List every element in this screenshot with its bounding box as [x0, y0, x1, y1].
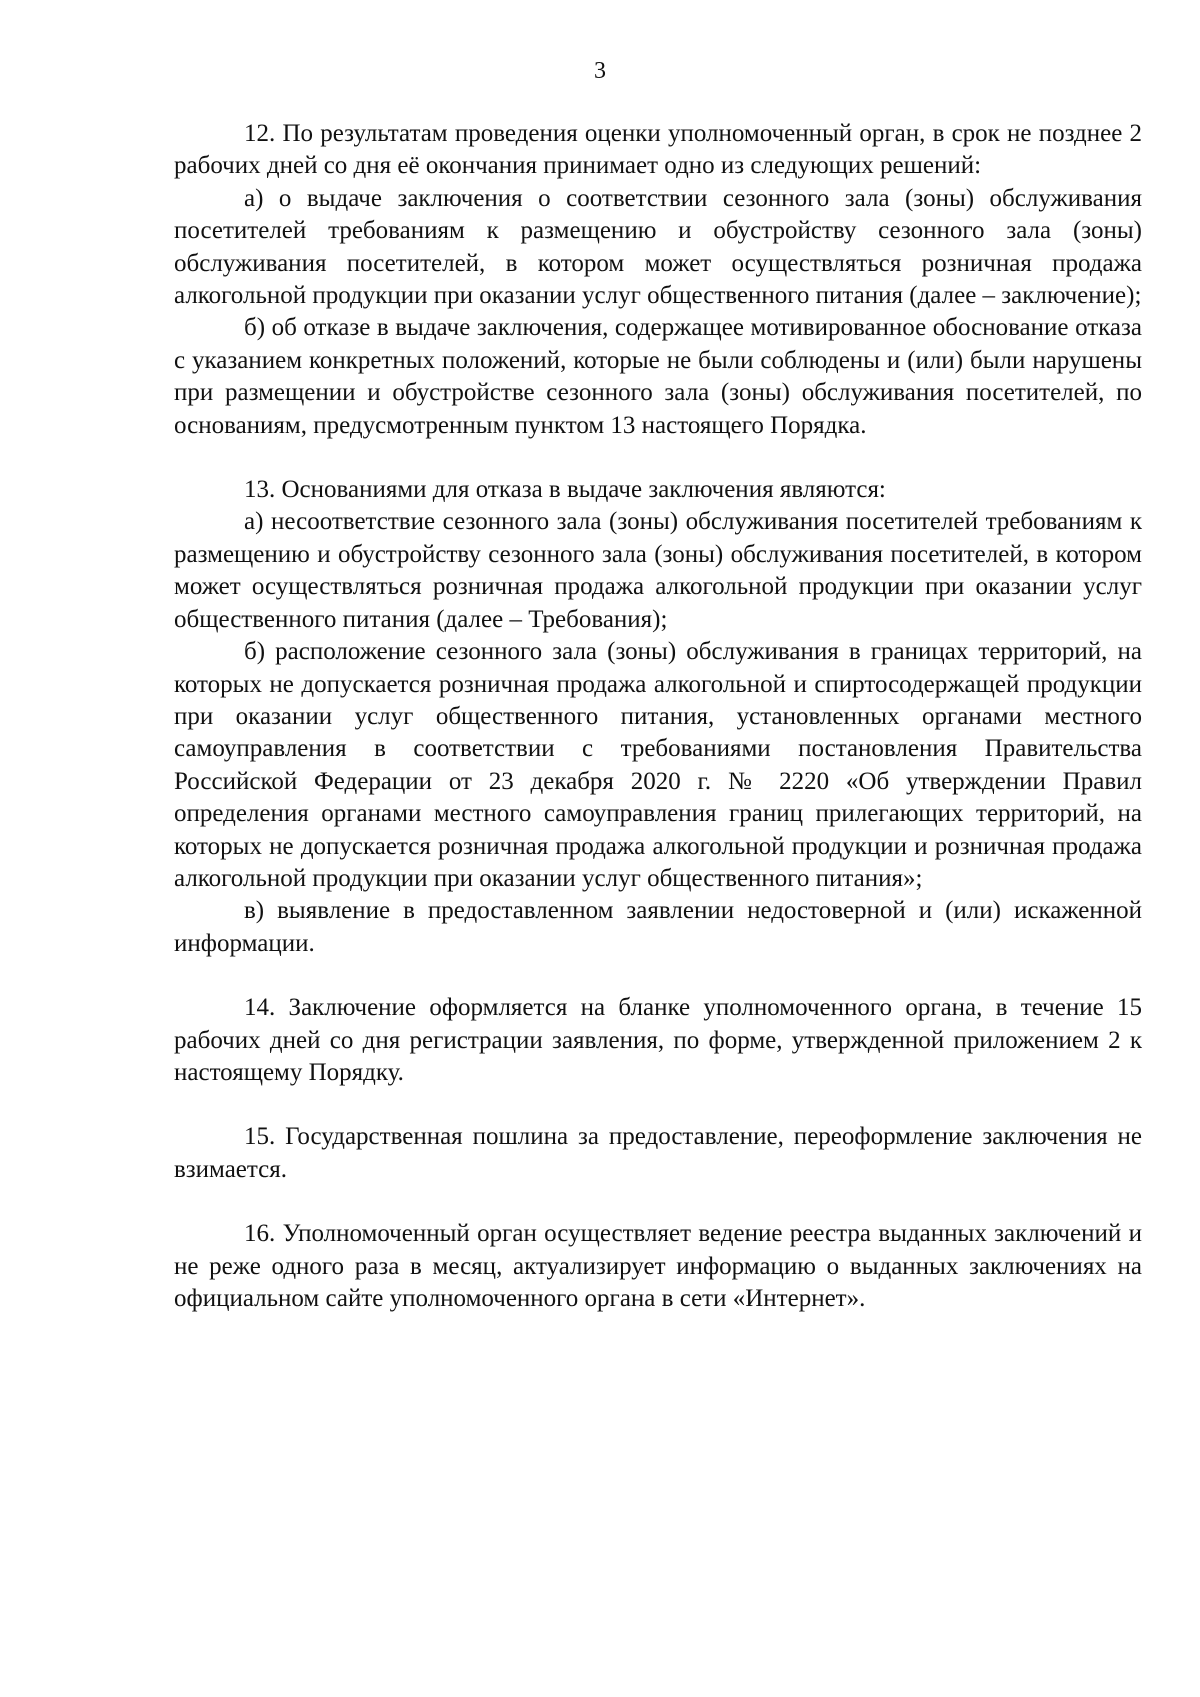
page-number: 3: [594, 58, 606, 84]
paragraph-13: 13. Основаниями для отказа в выдаче заключения являются:: [244, 476, 886, 504]
paragraph-13-a: а) несоответствие сезонного зала (зоны) обслуживания посетителей требованиям к размещению и обустройству сезонного зала (зоны) обслуживания посетителей, в котором может осуществляться розничная продажа алкогольной продукции при оказании услуг общественного питания (далее – Требования);: [174, 508, 1142, 633]
paragraph-14: 14. Заключение оформляется на бланке уполномоченного органа, в течение 15 рабочих дней со дня регистрации заявления, по форме, утвержденной приложением 2 к настоящему Порядку.: [174, 994, 1142, 1086]
paragraph-12-b: б) об отказе в выдаче заключения, содержащее мотивированное обоснование отказа с указанием конкретных положений, которые не были соблюдены и (или) были нарушены при размещении и обустройстве сезонного зала (зоны) обслуживания посетителей, по основаниям, предусмотренным пунктом 13 настоящего Порядка.: [174, 314, 1142, 439]
paragraph-13-b: б) расположение сезонного зала (зоны) обслуживания в границах территорий, на которых не допускается розничная продажа алкогольной и спиртосодержащей продукции при оказании услуг общественного питания, установленных органами местного самоуправления в соответствии с требованиями постановления Правительства Российской Федерации от 23 декабря 2020 г. № 2220 «Об утверждении Правил определения органами местного самоуправления границ прилегающих территорий, на которых не допускается розничная продажа алкогольной продукции и розничная продажа алкогольной продукции при оказании услуг общественного питания»;: [174, 638, 1142, 892]
paragraph-15: 15. Государственная пошлина за предоставление, переоформление заключения не взимается.: [174, 1123, 1142, 1183]
paragraph-12: 12. По результатам проведения оценки уполномоченный орган, в срок не позднее 2 рабочих дней со дня её окончания принимает одно из следующих решений:: [174, 120, 1142, 180]
paragraph-12-a: а) о выдаче заключения о соответствии сезонного зала (зоны) обслуживания посетителей требованиям к размещению и обустройству сезонного зала (зоны) обслуживания посетителей, в котором может осуществляться розничная продажа алкогольной продукции при оказании услуг общественного питания (далее – заключение);: [174, 184, 1142, 310]
document-body: [174, 118, 1142, 1315]
paragraph-16: 16. Уполномоченный орган осуществляет ведение реестра выданных заключений и не реже одного раза в месяц, актуализирует информацию о выданных заключениях на официальном сайте уполномоченного органа в сети «Интернет».: [174, 1220, 1142, 1312]
paragraph-13-v: в) выявление в предоставленном заявлении недостоверной и (или) искаженной информации.: [174, 897, 1142, 957]
